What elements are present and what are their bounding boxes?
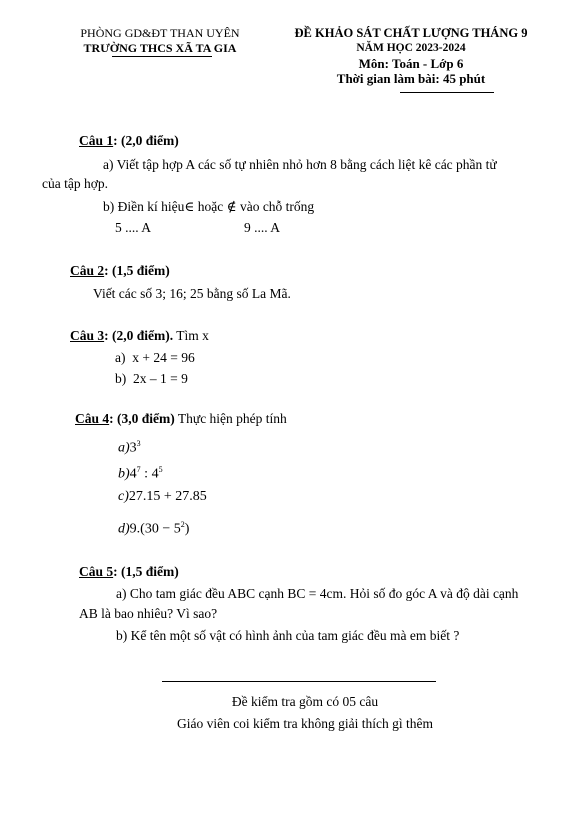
header-right — [280, 26, 542, 86]
q4-a-label: a) — [118, 440, 130, 456]
q3-b-expr: 2x – 1 = 9 — [133, 371, 188, 386]
q4-b — [118, 461, 163, 484]
duration-underline — [400, 92, 494, 93]
q4-a-base: 3 — [129, 440, 137, 456]
q4-heading — [75, 410, 287, 428]
q4-c-label: c) — [118, 489, 129, 504]
q1-points: : (2,0 điểm) — [113, 133, 179, 148]
q3-label: Câu 3 — [70, 328, 105, 343]
q4-d-pre: 9.(30 − 5 — [129, 521, 181, 537]
duration: Thời gian làm bài: 45 phút — [336, 71, 486, 86]
q4-label: Câu 4 — [75, 411, 110, 426]
q4-c-expr: 27.15 + 27.85 — [128, 489, 207, 504]
q1-a-line2: của tập hợp. — [42, 176, 108, 191]
q1-b: b) Điền kí hiệu∈ hoặc ∉ vào chỗ trống — [103, 199, 315, 214]
q4-a-exp: 3 — [136, 439, 141, 448]
q2-points: : (1,5 điểm) — [104, 263, 170, 278]
q5-points: : (1,5 điểm) — [113, 564, 179, 579]
q4-c — [118, 488, 207, 506]
q4-points: : (3,0 điểm) — [109, 411, 175, 426]
exam-title: ĐỀ KHẢO SÁT CHẤT LƯỢNG THÁNG 9 — [294, 26, 528, 40]
q3-instruction: Tìm x — [173, 328, 209, 343]
q4-instruction: Thực hiện phép tính — [174, 411, 287, 426]
q5-heading — [79, 563, 179, 581]
q4-a — [118, 435, 141, 458]
q1-heading — [79, 132, 179, 150]
school-underline — [112, 56, 212, 57]
footer-line2: Giáo viên coi kiểm tra không giải thích gì thêm — [176, 716, 434, 731]
department-name: PHÒNG GD&ĐT THAN UYÊN — [80, 26, 240, 40]
q3-a-label: a) — [115, 350, 126, 365]
q4-b-base2: 4 — [151, 466, 159, 482]
q4-b-base1: 4 — [129, 466, 137, 482]
q4-d — [118, 516, 189, 539]
q3-b — [115, 370, 188, 388]
q1-a-line1: a) Viết tập hợp A các số tự nhiên nhỏ hơn 8 bằng cách liệt kê các phần tử — [103, 157, 497, 172]
q3-a — [115, 349, 195, 367]
q4-d-label: d) — [118, 521, 130, 537]
q3-b-label: b) — [115, 371, 127, 386]
q3-heading — [70, 327, 209, 345]
q4-b-op: : — [140, 466, 152, 482]
q3-a-expr: x + 24 = 96 — [132, 350, 195, 365]
footer-separator — [162, 681, 436, 682]
q4-b-label: b) — [118, 466, 130, 482]
subject: Môn: Toán - Lớp 6 — [358, 56, 464, 71]
q5-label: Câu 5 — [79, 564, 114, 579]
q5-b: b) Kể tên một số vật có hình ảnh của tam giác đều mà em biết ? — [116, 628, 460, 643]
q1-label: Câu 1 — [79, 133, 114, 148]
q4-b-exp1: 7 — [136, 465, 141, 474]
q4-d-exp: 2 — [180, 520, 185, 529]
q4-b-exp2: 5 — [158, 465, 163, 474]
school-year: NĂM HỌC 2023-2024 — [356, 42, 466, 54]
q2-label: Câu 2 — [70, 263, 105, 278]
q5-a-line2: AB là bao nhiêu? Vì sao? — [79, 606, 218, 621]
q1-b-item2: 9 .... A — [244, 220, 281, 235]
footer-line1: Đề kiểm tra gồm có 05 câu — [231, 694, 379, 709]
q2-heading — [70, 262, 170, 280]
q5-a-line1: a) Cho tam giác đều ABC cạnh BC = 4cm. Hỏi số đo góc A và độ dài cạnh — [116, 586, 519, 601]
q4-d-post: ) — [184, 521, 190, 537]
header-left — [60, 26, 260, 56]
q2-text: Viết các số 3; 16; 25 bằng số La Mã. — [93, 286, 291, 301]
q1-b-item1: 5 .... A — [115, 220, 152, 235]
q3-points: : (2,0 điểm). — [104, 328, 174, 343]
school-name: TRƯỜNG THCS XÃ TA GIA — [83, 41, 237, 55]
